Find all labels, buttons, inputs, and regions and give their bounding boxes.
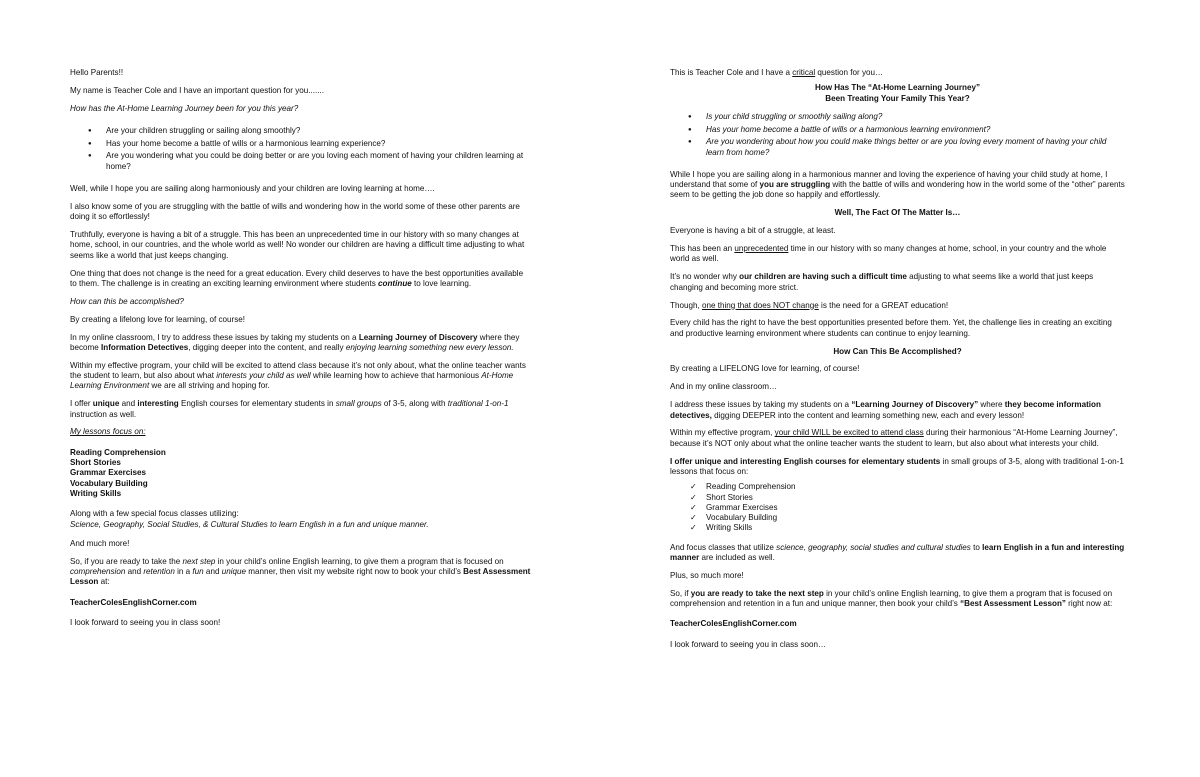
text-run: One thing that does not change is the need for a great education. Every child deserves to have the best opportunities available to them. The challenge is in creating an exciting learning environment where students xyxy=(70,268,524,288)
paragraph: I also know some of you are struggling with the battle of wills and wondering how in the world some of these other parents are doing it so effortlessly! xyxy=(70,201,520,222)
bullet-item: ● Is your child struggling or smoothly sailing along? xyxy=(670,112,1125,122)
focus-item: Reading Comprehension xyxy=(70,447,166,457)
emphasis-text: comprehension xyxy=(70,567,126,576)
emphasis-text: small groups xyxy=(335,399,382,409)
checklist-item: ✓ Grammar Exercises xyxy=(690,503,1125,513)
right-letter-body xyxy=(670,68,1125,658)
text-run: Within my effective program, xyxy=(670,428,775,438)
text-run: So, if xyxy=(670,588,691,598)
text-run: It’s no wonder why xyxy=(670,272,740,282)
text-run: where xyxy=(978,400,1005,410)
call-to-action xyxy=(670,589,1125,610)
question-bullet-list xyxy=(670,112,1125,158)
emphasis-text: interesting xyxy=(137,399,179,409)
underlined-text: one thing that does NOT change xyxy=(701,300,819,310)
intro-line xyxy=(670,68,1125,78)
paragraph xyxy=(670,244,1125,265)
special-classes xyxy=(70,509,532,530)
emphasis-text: you are ready to take the next step xyxy=(690,588,824,598)
text-run: Though, xyxy=(670,300,702,310)
emphasis-text: learn English in a fun and interesting manner xyxy=(670,542,1125,562)
text-run: This is Teacher Cole and I have a xyxy=(670,68,793,77)
emphasis-text: enjoying learning something new every lesson. xyxy=(345,342,514,352)
emphasis-text: “Best Assessment Lesson” xyxy=(960,599,1066,609)
subheading-question: How can this be accomplished? xyxy=(70,296,184,306)
paragraph xyxy=(70,361,532,392)
text-run: while learning how to achieve that harmonious xyxy=(310,371,482,381)
text-run: I address these issues by taking my students on a xyxy=(670,400,852,410)
paragraph xyxy=(670,543,1125,564)
intro-line: My name is Teacher Cole and I have an important question for you....... xyxy=(70,85,325,95)
text-run: to xyxy=(970,542,983,552)
emphasis-text: interests your child as well xyxy=(216,371,311,381)
focus-list xyxy=(70,448,532,499)
paragraph: Everyone is having a bit of a struggle, at least. xyxy=(670,226,836,236)
paragraph: Every child has the right to have the best opportunities presented before them. Yet, the challenge lies in creating an exciting and productive learning environment where students can continue to enjoy learning. xyxy=(670,318,1112,338)
text-run: and xyxy=(203,567,222,576)
text-run: we are all striving and hoping for. xyxy=(149,381,270,391)
paragraph: By creating a LIFELONG love for learning, of course! xyxy=(670,364,860,374)
closing-line: I look forward to seeing you in class soon! xyxy=(70,617,221,627)
section-heading: How Can This Be Accomplished? xyxy=(833,346,962,356)
greeting: Hello Parents!! xyxy=(70,68,124,77)
focus-heading: My lessons focus on: xyxy=(70,427,146,437)
text-run: in your child’s online English learning, to give them a program that is focused on comprehension and retention in a fun and unique manner, then book your child’s xyxy=(670,588,1113,609)
text-run: Within my effective program, your child will be excited to attend class because it’s not only about, what the online teacher wants the student to learn, but also about what xyxy=(70,360,526,381)
paragraph xyxy=(70,269,532,290)
text-run: adjusting to what seems like a world that just keeps changing and becoming more strict. xyxy=(670,272,1094,292)
heading-line: How Has The “At-Home Learning Journey” xyxy=(814,83,981,93)
right-page xyxy=(600,0,1200,777)
checklist-item: ✓ Writing Skills xyxy=(690,523,1125,533)
emphasis-text: our children are having such a difficult time xyxy=(739,272,907,282)
special-list: Science, Geography, Social Studies, & Cultural Studies to learn English in a fun and unique manner. xyxy=(70,519,429,529)
focus-item: Writing Skills xyxy=(70,488,122,498)
emphasis-text: continue xyxy=(378,278,412,288)
text-run: While I hope you are sailing along in a harmonious manner and loving the experience of having your child study at home, I understand that some of xyxy=(670,169,1108,190)
paragraph xyxy=(70,333,532,354)
emphasis-text: At-Home Learning Environment xyxy=(70,371,514,391)
text-run: This has been an xyxy=(670,244,735,254)
emphasis-text: unique xyxy=(221,567,247,576)
focus-checklist xyxy=(690,482,1125,533)
underlined-text: unprecedented xyxy=(734,244,789,254)
paragraph xyxy=(670,428,1125,449)
bullet-item: ● Has your home become a battle of wills or a harmonious learning experience? xyxy=(70,139,532,149)
paragraph xyxy=(670,272,1125,293)
website-address: TeacherColesEnglishCorner.com xyxy=(670,619,797,629)
text-run: right now at: xyxy=(1065,599,1113,609)
emphasis-text: unique xyxy=(92,399,120,409)
text-run: And focus classes that utilize xyxy=(670,542,777,552)
text-run: time in our history with so many changes at home, school, in your country and the whole world as well. xyxy=(670,244,1107,264)
text-run: at: xyxy=(98,577,110,587)
text-run: manner, then visit my website right now to book your child’s xyxy=(246,567,464,576)
closing-line: I look forward to seeing you in class soon… xyxy=(670,639,827,649)
focus-item: Grammar Exercises xyxy=(70,468,147,478)
text-run: , digging deeper into the content, and really xyxy=(188,342,346,352)
emphasis-text: next step xyxy=(182,556,216,566)
text-run: in your child’s online English learning, to give them a program that is focused on xyxy=(215,556,504,566)
paragraph xyxy=(670,457,1125,478)
text-run: to love learning. xyxy=(411,278,472,288)
underlined-text: critical xyxy=(792,68,816,77)
emphasis-text: science, geography, social studies and cultural studies xyxy=(776,542,971,552)
paragraph: Truthfully, everyone is having a bit of a struggle. This has been an unprecedented time in our history with so many changes at home, school, in our countries, and the whole world as well! No wonder our children are having a difficult time adjusting to what seems like a world that just keeps changing. xyxy=(70,230,525,260)
paragraph: And in my online classroom… xyxy=(670,382,778,392)
emphasis-text: you are struggling xyxy=(759,180,831,190)
paragraph: Well, while I hope you are sailing along harmoniously and your children are loving learning at home…. xyxy=(70,184,435,194)
text-run: during their harmonious “At-Home Learning Journey”, because it’s NOT only about what the online teacher wants the student to learn, but also about what interests your child. xyxy=(670,428,1118,448)
emphasis-text: fun xyxy=(192,567,204,576)
left-letter-body xyxy=(70,68,532,636)
question-bullet-list xyxy=(70,126,532,172)
text-run: In my online classroom, I try to address these issues by taking my students on a xyxy=(70,332,359,342)
special-intro: Along with a few special focus classes utilizing: xyxy=(70,509,239,519)
text-run: in small groups of 3-5, along with traditional 1-on-1 lessons that focus on: xyxy=(670,456,1124,476)
opening-question: How has the At-Home Learning Journey been for you this year? xyxy=(70,103,299,113)
section-heading: Well, The Fact Of The Matter Is… xyxy=(834,208,961,218)
text-run: are included as well. xyxy=(699,553,775,562)
main-heading xyxy=(670,83,1125,104)
emphasis-text: I offer unique and interesting English courses for elementary students xyxy=(670,456,941,466)
heading-line: Been Treating Your Family This Year? xyxy=(825,93,970,103)
text-run: question for you… xyxy=(815,68,884,77)
text-run: digging DEEPER into the content and learning something new, each and every lesson! xyxy=(711,410,1025,420)
text-run: English courses for elementary students in xyxy=(178,399,336,409)
text-run: with the battle of wills and wondering how in the world some of the “other” parents seem to be getting the job done so happily and effortlessly. xyxy=(670,180,1125,200)
text-run: where they become xyxy=(70,332,520,352)
focus-item: Short Stories xyxy=(70,458,121,468)
website-address: TeacherColesEnglishCorner.com xyxy=(70,597,197,607)
text-run: I offer xyxy=(70,399,93,409)
text-run: instruction as well. xyxy=(70,409,137,419)
emphasis-text: Learning Journey of Discovery xyxy=(358,332,478,342)
focus-item: Vocabulary Building xyxy=(70,478,148,488)
checklist-item: ✓ Short Stories xyxy=(690,493,1125,503)
emphasis-text: traditional 1-on-1 xyxy=(447,399,509,409)
bullet-item: ● Has your home become a battle of wills or a harmonious learning environment? xyxy=(670,125,1125,135)
paragraph: Plus, so much more! xyxy=(670,570,744,580)
checklist-item: ✓ Vocabulary Building xyxy=(690,513,1125,523)
emphasis-text: retention xyxy=(143,567,175,576)
paragraph xyxy=(70,399,532,420)
emphasis-text: Best Assessment Lesson xyxy=(70,567,531,587)
text-run: and xyxy=(119,399,138,409)
call-to-action xyxy=(70,557,532,588)
paragraph xyxy=(670,301,1125,311)
underlined-text: your child WILL be excited to attend class xyxy=(774,428,924,438)
text-run: in a xyxy=(174,567,193,576)
emphasis-text: Information Detectives xyxy=(101,342,189,352)
bullet-item: ● Are your children struggling or sailing along smoothly? xyxy=(70,126,532,136)
paragraph: By creating a lifelong love for learning, of course! xyxy=(70,314,246,324)
paragraph xyxy=(670,400,1125,421)
bullet-item: ● Are you wondering what you could be doing better or are you loving each moment of having your children learning at home? xyxy=(70,151,532,172)
paragraph: And much more! xyxy=(70,538,130,548)
text-run: So, if you are ready to take the xyxy=(70,556,183,566)
text-run: and xyxy=(125,567,144,576)
paragraph xyxy=(670,170,1125,201)
emphasis-text: they become information detectives, xyxy=(670,400,1101,420)
checklist-item: ✓ Reading Comprehension xyxy=(690,482,1125,492)
emphasis-text: “Learning Journey of Discovery” xyxy=(851,400,979,410)
text-run: of 3-5, along with xyxy=(381,399,448,409)
text-run: is the need for a GREAT education! xyxy=(818,300,949,310)
bullet-item: ● Are you wondering about how you could make things better or are you loving every moment of having your child learn from home? xyxy=(670,137,1125,158)
